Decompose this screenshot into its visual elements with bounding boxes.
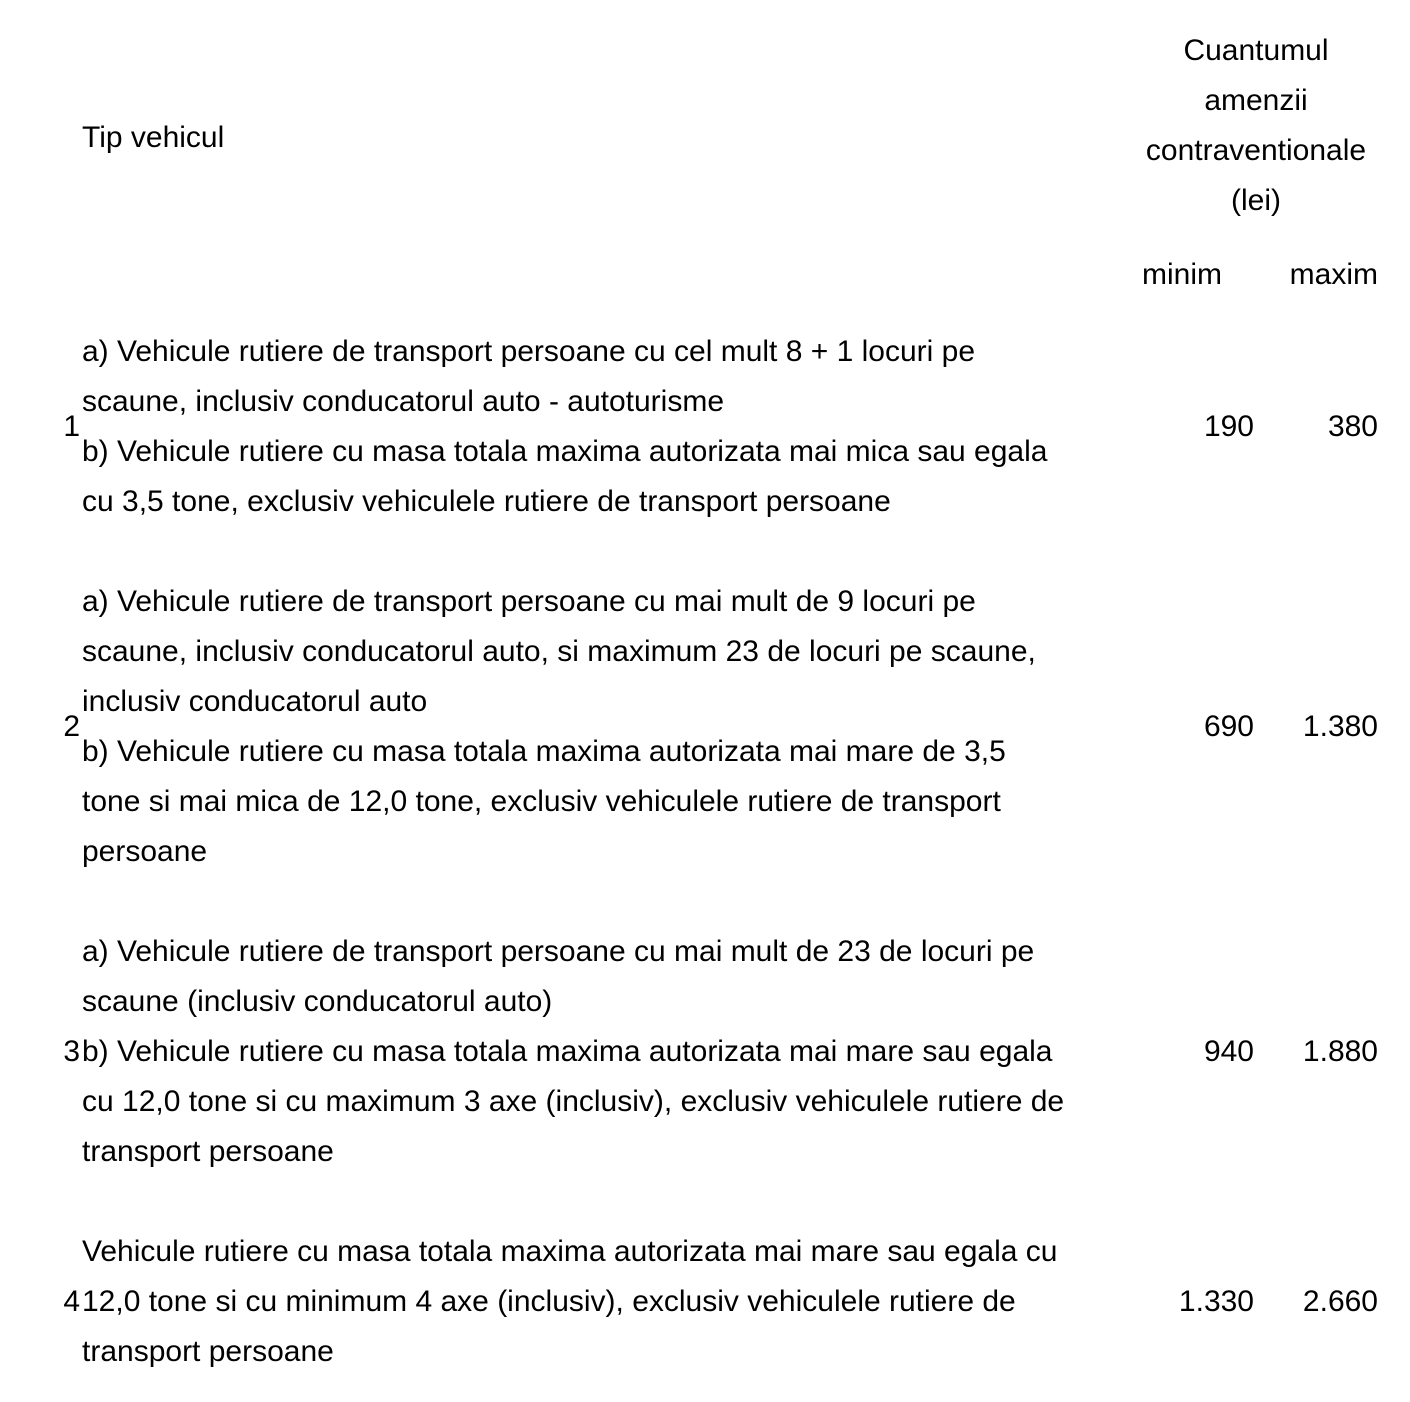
row-max-amount: 1.880 <box>1302 1035 1378 1068</box>
header-amount-line: contraventionale <box>1145 134 1367 167</box>
header-amount-line: amenzii <box>1204 84 1308 117</box>
fines-table <box>50 26 1378 1402</box>
row-description-line: scaune, inclusiv conducatorul auto - autoturisme <box>82 385 725 418</box>
row-description-line: b) Vehicule rutiere cu masa totala maxima autorizata mai mare sau egala <box>82 1035 1053 1068</box>
row-description-line: scaune, inclusiv conducatorul auto, si maximum 23 de locuri pe scaune, <box>82 635 1036 668</box>
row-min-amount: 1.330 <box>1178 1285 1254 1318</box>
table-subheader-row <box>50 250 1378 302</box>
row-max-amount: 1.380 <box>1302 710 1378 743</box>
row-description-line: a) Vehicule rutiere de transport persoane cu mai mult de 23 de locuri pe <box>82 935 1035 968</box>
row-description-line: a) Vehicule rutiere de transport persoane cu mai mult de 9 locuri pe <box>82 585 976 618</box>
table-row <box>50 302 1378 552</box>
row-description-line: Vehicule rutiere cu masa totala maxima autorizata mai mare sau egala cu <box>82 1235 1058 1268</box>
row-description <box>82 552 1134 902</box>
row-description-line: b) Vehicule rutiere cu masa totala maxima autorizata mai mare de 3,5 <box>82 735 1006 768</box>
table-header-row <box>50 26 1378 250</box>
row-description-line: tone si mai mica de 12,0 tone, exclusiv vehiculele rutiere de transport <box>82 785 1001 818</box>
header-vehicle-type: Tip vehicul <box>82 121 225 154</box>
row-description-line: inclusiv conducatorul auto <box>82 685 428 718</box>
row-min-amount: 690 <box>1203 710 1254 743</box>
row-description-line: cu 12,0 tone si cu maximum 3 axe (inclusiv), exclusiv vehiculele rutiere de <box>82 1085 1065 1118</box>
row-max-amount: 380 <box>1327 410 1378 443</box>
header-max: maxim <box>1289 258 1378 291</box>
row-description <box>82 902 1134 1202</box>
row-description-line: transport persoane <box>82 1335 334 1368</box>
row-description-line: persoane <box>82 835 208 868</box>
row-description-line: 12,0 tone si cu minimum 4 axe (inclusiv), exclusiv vehiculele rutiere de <box>82 1285 1016 1318</box>
row-description <box>82 302 1134 552</box>
row-number: 3 <box>63 1035 80 1068</box>
header-min: minim <box>1142 258 1222 291</box>
row-min-amount: 190 <box>1203 410 1254 443</box>
row-description-line: transport persoane <box>82 1135 334 1168</box>
row-number: 1 <box>63 410 80 443</box>
header-number-cell <box>50 26 82 250</box>
row-description <box>82 1202 1134 1402</box>
row-number: 4 <box>63 1285 80 1318</box>
header-amount <box>1134 26 1378 250</box>
row-min-amount: 940 <box>1203 1035 1254 1068</box>
table-row <box>50 1202 1378 1402</box>
row-description-line: a) Vehicule rutiere de transport persoane cu cel mult 8 + 1 locuri pe <box>82 335 975 368</box>
row-description-line: cu 3,5 tone, exclusiv vehiculele rutiere de transport persoane <box>82 485 891 518</box>
row-description-line: b) Vehicule rutiere cu masa totala maxima autorizata mai mica sau egala <box>82 435 1048 468</box>
header-amount-line: (lei) <box>1231 184 1281 217</box>
row-max-amount: 2.660 <box>1302 1285 1378 1318</box>
row-number: 2 <box>63 710 80 743</box>
table-row <box>50 902 1378 1202</box>
header-amount-line: Cuantumul <box>1183 34 1329 67</box>
row-description-line: scaune (inclusiv conducatorul auto) <box>82 985 553 1018</box>
table-row <box>50 552 1378 902</box>
